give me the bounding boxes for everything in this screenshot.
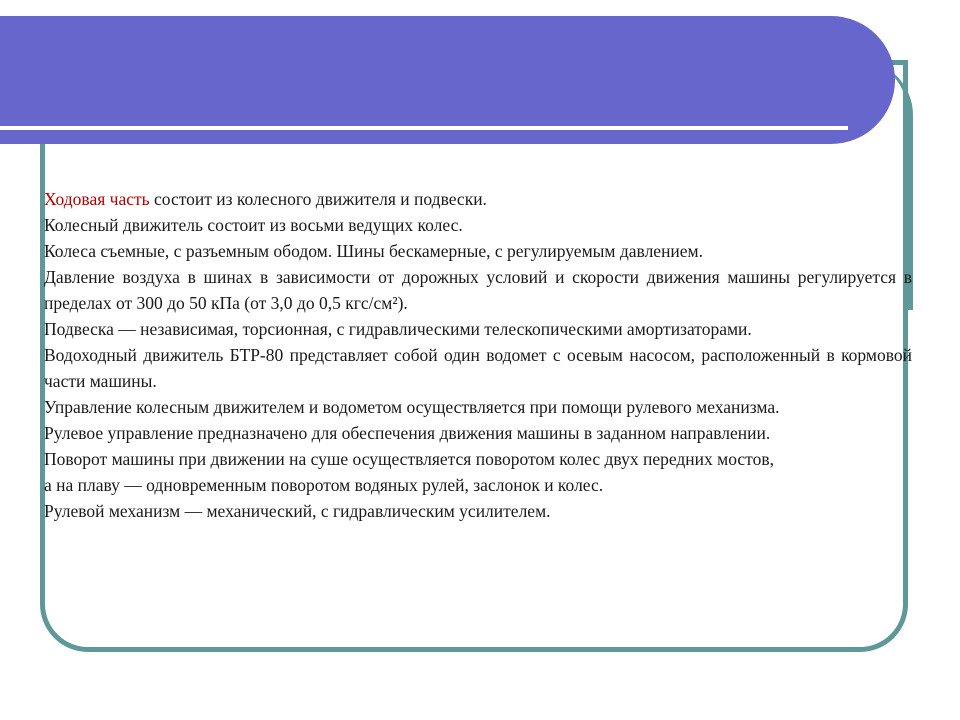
paragraph-4: Давление воздуха в шинах в зависимости от дорожных условий и скорости движения машины регулируется в пределах от 300 до 50 кПа (от 3,0 до 0,5 кгс/см²). (44, 267, 912, 313)
paragraph-9: Поворот машины при движении на суше осуществляется поворотом колес двух передних мостов, (44, 449, 774, 469)
title-band (0, 16, 895, 144)
paragraph-2: Колесный движитель состоит из восьми ведущих колес. (44, 215, 463, 235)
paragraph-8: Рулевое управление предназначено для обеспечения движения машины в заданном направлении. (44, 423, 771, 443)
paragraph-11: Рулевой механизм — механический, с гидравлическим усилителем. (44, 501, 551, 521)
paragraph-1 (42, 186, 912, 212)
slide-body (42, 186, 912, 524)
paragraph-10: а на плаву — одновременным поворотом водяных рулей, заслонок и колес. (44, 475, 604, 495)
paragraph-7: Управление колесным движителем и водометом осуществляется при помощи рулевого механизма. (44, 397, 780, 417)
paragraph-5: Подвеска — независимая, торсионная, с гидравлическими телескопическими амортизаторами. (44, 319, 752, 339)
paragraph-3: Колеса съемные, с разъемным ободом. Шины бескамерные, с регулируемым давлением. (44, 241, 704, 261)
title-underline (0, 126, 848, 130)
paragraph-6: Водоходный движитель БТР-80 представляет собой один водомет с осевым насосом, расположенный в кормовой части машины. (44, 345, 912, 391)
accent-term: Ходовая часть (44, 189, 150, 209)
paragraph-text: состоит из колесного движителя и подвески. (149, 189, 487, 209)
